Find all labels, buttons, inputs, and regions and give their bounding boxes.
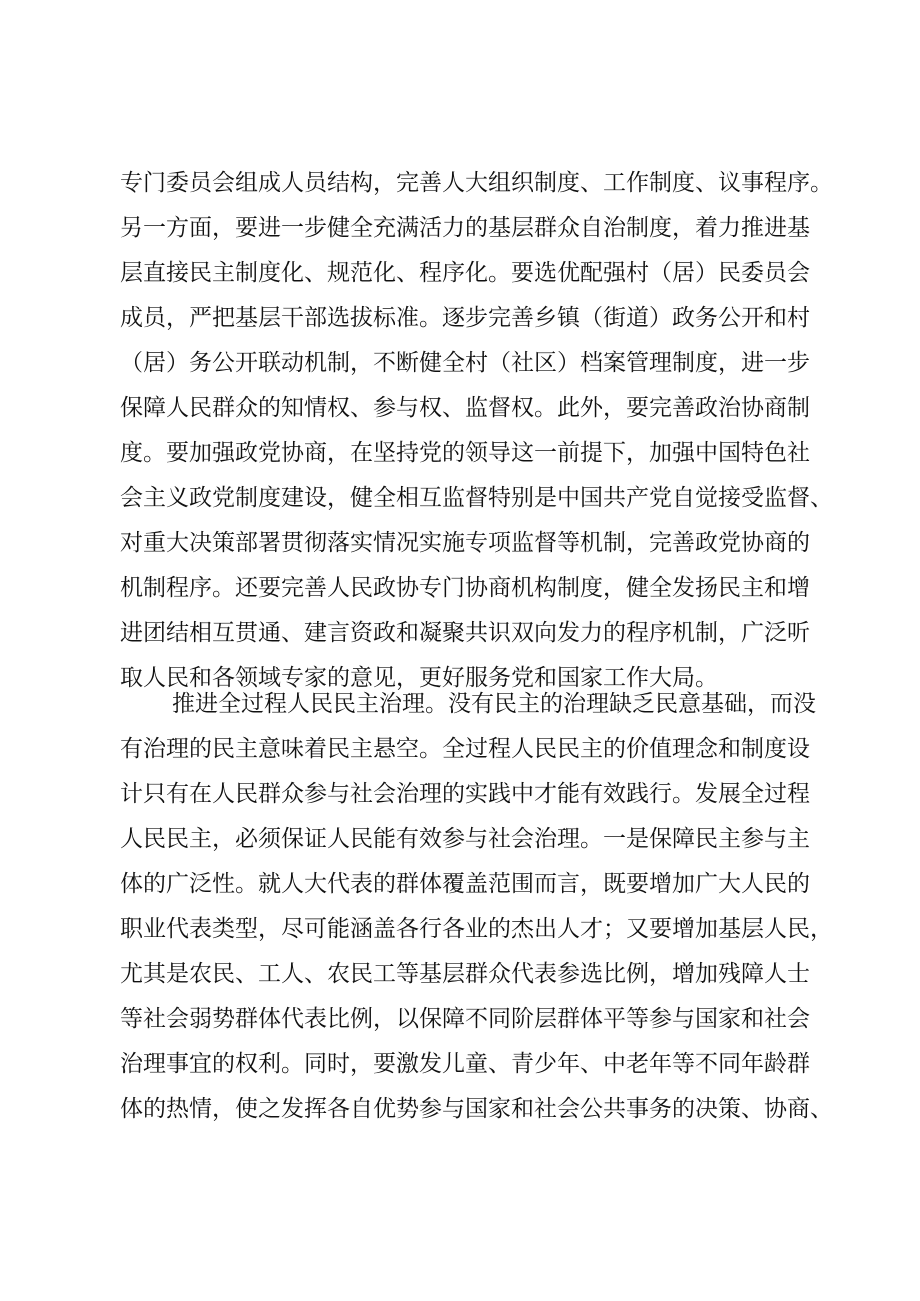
paragraph-line: 治理事宜的权利。同时，要激发儿童、青少年、中老年等不同年龄群	[120, 1051, 810, 1077]
paragraph-1	[120, 161, 833, 701]
paragraph-line: 体的广泛性。就人大代表的群体覆盖范围而言，既要增加广大人民的	[120, 871, 810, 897]
paragraph-line: 保障人民群众的知情权、参与权、监督权。此外，要完善政治协商制	[120, 395, 810, 421]
paragraph-line: 等社会弱势群体代表比例，以保障不同阶层群体平等参与国家和社会	[120, 1006, 810, 1032]
paragraph-line: 度。要加强政党协商，在坚持党的领导这一前提下，加强中国特色社	[120, 440, 810, 466]
paragraph-line: 会主义政党制度建设，健全相互监督特别是中国共产党自觉接受监督、	[120, 485, 833, 511]
paragraph-line: 机制程序。还要完善人民政协专门协商机构制度，健全发扬民主和增	[120, 575, 810, 601]
paragraph-line: 取人民和各领域专家的意见，更好服务党和国家工作大局。	[120, 665, 718, 691]
paragraph-line: 职业代表类型，尽可能涵盖各行各业的杰出人才；又要增加基层人民，	[120, 916, 833, 942]
paragraph-line: 进团结相互贯通、建言资政和凝聚共识双向发力的程序机制，广泛听	[120, 620, 810, 646]
paragraph-line: 成员，严把基层干部选拔标准。逐步完善乡镇（街道）政务公开和村	[120, 305, 810, 331]
paragraph-line: （居）务公开联动机制，不断健全村（社区）档案管理制度，进一步	[120, 350, 810, 376]
paragraph-line: 推进全过程人民民主治理。没有民主的治理缺乏民意基础，而没	[172, 691, 816, 717]
paragraph-line: 计只有在人民群众参与社会治理的实践中才能有效践行。发展全过程	[120, 781, 810, 807]
paragraph-2	[120, 682, 833, 1132]
paragraph-line: 另一方面，要进一步健全充满活力的基层群众自治制度，着力推进基	[120, 215, 810, 241]
paragraph-line: 有治理的民主意味着民主悬空。全过程人民民主的价值理念和制度设	[120, 736, 810, 762]
paragraph-line: 人民民主，必须保证人民能有效参与社会治理。一是保障民主参与主	[120, 826, 810, 852]
paragraph-line: 尤其是农民、工人、农民工等基层群众代表参选比例，增加残障人士	[120, 961, 810, 987]
paragraph-line: 层直接民主制度化、规范化、程序化。要选优配强村（居）民委员会	[120, 260, 810, 286]
paragraph-line: 体的热情，使之发挥各自优势参与国家和社会公共事务的决策、协商、	[120, 1096, 833, 1122]
paragraph-line: 对重大决策部署贯彻落实情况实施专项监督等机制，完善政党协商的	[120, 530, 810, 556]
paragraph-line: 专门委员会组成人员结构，完善人大组织制度、工作制度、议事程序。	[120, 170, 833, 196]
